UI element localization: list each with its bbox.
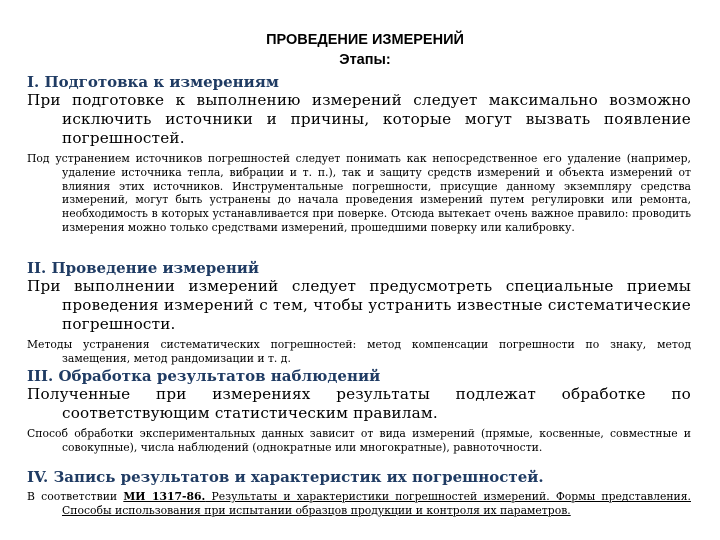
section-processing [27, 367, 691, 455]
detail-prefix: В соответствии [27, 490, 124, 503]
section-main-text: При выполнении измерений следует предусмотреть специальные приемы проведения измерений с тем, чтобы устранить известные систематические погрешности. [27, 277, 691, 333]
section-main-text: При подготовке к выполнению измерений следует максимально возможно исключить источники и причины, которые могут вызвать появление погрешностей. [27, 91, 691, 147]
section-heading: III. Обработка результатов наблюдений [27, 367, 381, 385]
section-recording [27, 468, 691, 518]
page-subtitle: Этапы: [339, 52, 391, 68]
page-title: ПРОВЕДЕНИЕ ИЗМЕРЕНИЙ [266, 32, 464, 48]
document-code: МИ 1317-86. [123, 490, 206, 503]
section-heading: IV. Запись результатов и характеристик их погрешностей. [27, 468, 544, 486]
section-heading: I. Подготовка к измерениям [27, 73, 279, 91]
document-title: Результаты и характеристики погрешностей измерений. Формы представления. Способы использования при испытании образцов продукции и контроля их параметров. [62, 490, 691, 517]
section-detail-text: Способ обработки экспериментальных данных зависит от вида измерений (прямые, косвенные, совместные и совокупные), числа наблюдений (однократные или многократные), равноточности. [27, 427, 691, 454]
section-main-text: Полученные при измерениях результаты подлежат обработке по соответствующим статистическим правилам. [27, 385, 691, 422]
section-preparation [27, 73, 691, 235]
section-heading: II. Проведение измерений [27, 259, 260, 277]
section-detail-text: Под устранением источников погрешностей следует понимать как непосредственное его удаление (например, удаление источника тепла, вибрации и т. п.), так и защиту средств измерений и объекта измерений от влияния этих источников. Инструментальные погрешности, присущие данному экземпляру средства измерений, могут быть устранены до начала проведения измерений путем регулировки или ремонта, необходимость в которых устанавливается при поверке. Отсюда вытекает очень важное правило: проводить измерения можно только средствами измерений, прошедшими поверку или калибровку. [27, 152, 691, 234]
section-detail-text [27, 490, 691, 518]
section-detail-text: Методы устранения систематических погрешностей: метод компенсации погрешности по знаку, метод замещения, метод рандомизации и т. д. [27, 338, 691, 365]
section-measurement [27, 259, 691, 366]
